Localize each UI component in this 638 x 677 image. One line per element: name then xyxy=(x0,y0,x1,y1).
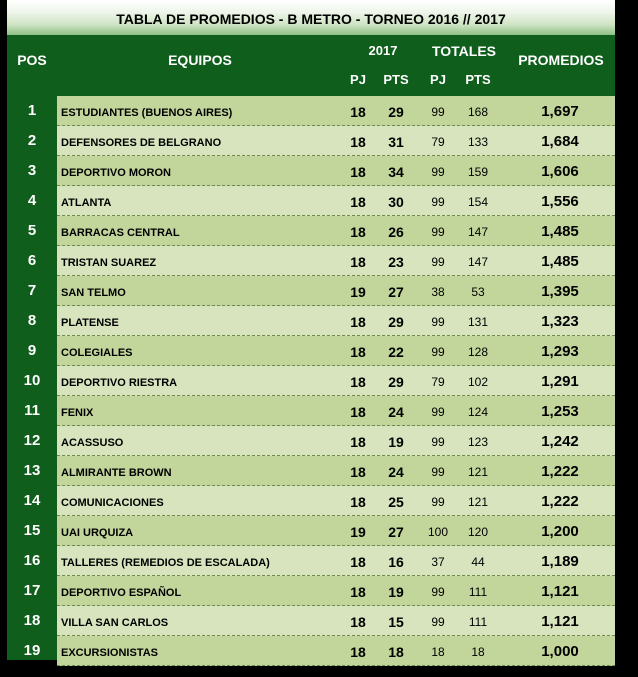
pts-totales: 124 xyxy=(467,405,489,419)
pts-totales: 102 xyxy=(467,375,489,389)
row-position: 14 xyxy=(23,492,41,509)
pj-totales: 99 xyxy=(431,165,445,179)
table-row xyxy=(57,366,615,396)
pts-totales: 44 xyxy=(471,555,485,569)
header-pj-totales: PJ xyxy=(430,72,446,87)
pts-2017: 23 xyxy=(388,254,404,270)
pts-totales: 18 xyxy=(471,645,485,659)
table-row xyxy=(57,246,615,276)
team-name: ALMIRANTE BROWN xyxy=(61,467,172,479)
table-row xyxy=(57,96,615,126)
pj-totales: 99 xyxy=(431,405,445,419)
pts-2017: 26 xyxy=(388,224,404,240)
promedio: 1,697 xyxy=(541,103,579,120)
table-row xyxy=(57,636,615,666)
pj-2017: 18 xyxy=(350,224,366,240)
row-position: 11 xyxy=(24,402,40,419)
team-name: ATLANTA xyxy=(61,197,112,209)
title-bar xyxy=(7,0,615,35)
pts-2017: 19 xyxy=(388,434,404,450)
team-name: FENIX xyxy=(61,407,94,419)
pts-totales: 159 xyxy=(467,165,489,179)
promedio: 1,323 xyxy=(541,313,579,330)
team-name: ACASSUSO xyxy=(61,437,124,449)
pj-2017: 18 xyxy=(350,134,366,150)
promedio: 1,121 xyxy=(541,613,579,630)
promedio: 1,395 xyxy=(541,283,579,300)
pj-2017: 18 xyxy=(350,494,366,510)
promedio: 1,684 xyxy=(541,133,579,150)
pj-totales: 99 xyxy=(431,615,445,629)
row-position: 6 xyxy=(27,252,37,269)
pts-totales: 154 xyxy=(467,195,489,209)
header-pts-totales: PTS xyxy=(465,72,491,87)
pj-2017: 18 xyxy=(350,404,366,420)
pj-2017: 18 xyxy=(350,434,366,450)
pj-totales: 99 xyxy=(431,585,445,599)
pj-totales: 18 xyxy=(431,645,445,659)
pj-2017: 18 xyxy=(350,314,366,330)
standings-table xyxy=(7,0,615,660)
pts-2017: 27 xyxy=(388,524,404,540)
pj-2017: 18 xyxy=(350,374,366,390)
pj-totales: 99 xyxy=(431,255,445,269)
team-name: VILLA SAN CARLOS xyxy=(61,617,169,629)
header-totales: TOTALES xyxy=(431,43,497,59)
team-name: DEFENSORES DE BELGRANO xyxy=(61,137,222,149)
pts-2017: 30 xyxy=(388,194,404,210)
team-name: TALLERES (REMEDIOS DE ESCALADA) xyxy=(61,557,270,569)
table-row xyxy=(57,606,615,636)
pj-totales: 79 xyxy=(431,135,445,149)
table-row xyxy=(57,396,615,426)
pts-totales: 128 xyxy=(467,345,489,359)
team-name: COMUNICACIONES xyxy=(61,497,164,509)
promedio: 1,121 xyxy=(541,583,579,600)
pj-2017: 18 xyxy=(350,614,366,630)
table-row xyxy=(57,336,615,366)
row-position: 8 xyxy=(27,312,37,329)
row-position: 19 xyxy=(23,642,41,659)
team-name: PLATENSE xyxy=(61,317,119,329)
pts-2017: 29 xyxy=(388,374,404,390)
pj-totales: 100 xyxy=(427,525,449,539)
pts-2017: 19 xyxy=(388,584,404,600)
row-position: 7 xyxy=(27,282,37,299)
table-title: TABLA DE PROMEDIOS - B METRO - TORNEO 2016 // 2017 xyxy=(116,11,506,27)
pts-totales: 131 xyxy=(467,315,489,329)
pts-2017: 25 xyxy=(388,494,404,510)
pj-totales: 99 xyxy=(431,105,445,119)
promedio: 1,556 xyxy=(541,193,579,210)
header-pts-2017: PTS xyxy=(383,72,409,87)
pj-2017: 18 xyxy=(350,344,366,360)
team-name: BARRACAS CENTRAL xyxy=(61,227,180,239)
pj-2017: 19 xyxy=(350,524,366,540)
pts-totales: 111 xyxy=(468,585,488,599)
row-position: 13 xyxy=(23,462,41,479)
pts-2017: 29 xyxy=(388,314,404,330)
table-row xyxy=(57,486,615,516)
pts-totales: 168 xyxy=(467,105,489,119)
row-position: 9 xyxy=(27,342,37,359)
pts-totales: 111 xyxy=(468,615,488,629)
promedio: 1,000 xyxy=(541,643,579,660)
pj-totales: 99 xyxy=(431,225,445,239)
row-position: 12 xyxy=(23,432,41,449)
promedio: 1,606 xyxy=(541,163,579,180)
pts-totales: 123 xyxy=(467,435,489,449)
pj-2017: 18 xyxy=(350,194,366,210)
pts-2017: 27 xyxy=(388,284,404,300)
promedio: 1,485 xyxy=(541,253,579,270)
team-name: DEPORTIVO ESPAÑOL xyxy=(61,587,182,599)
team-name: DEPORTIVO MORON xyxy=(61,167,172,179)
promedio: 1,291 xyxy=(541,373,579,390)
pts-2017: 31 xyxy=(388,134,404,150)
promedio: 1,200 xyxy=(541,523,579,540)
pj-totales: 37 xyxy=(431,555,445,569)
promedio: 1,253 xyxy=(541,403,579,420)
header-pos: POS xyxy=(17,52,47,68)
pts-2017: 29 xyxy=(388,104,404,120)
pj-totales: 79 xyxy=(431,375,445,389)
row-position: 3 xyxy=(27,162,37,179)
pts-totales: 121 xyxy=(467,495,489,509)
table-row xyxy=(57,216,615,246)
pj-totales: 99 xyxy=(431,465,445,479)
pj-totales: 99 xyxy=(431,195,445,209)
pts-2017: 24 xyxy=(388,464,404,480)
promedio: 1,189 xyxy=(541,553,579,570)
pj-totales: 38 xyxy=(431,285,445,299)
pj-totales: 99 xyxy=(431,435,445,449)
pj-2017: 18 xyxy=(350,584,366,600)
row-divider xyxy=(57,664,615,666)
pj-2017: 18 xyxy=(350,464,366,480)
team-name: EXCURSIONISTAS xyxy=(61,647,158,659)
pj-2017: 18 xyxy=(350,644,366,660)
promedio: 1,293 xyxy=(541,343,579,360)
pts-2017: 16 xyxy=(388,554,404,570)
pts-totales: 120 xyxy=(467,525,489,539)
team-name: COLEGIALES xyxy=(61,347,133,359)
pj-2017: 18 xyxy=(350,164,366,180)
pts-totales: 147 xyxy=(467,255,489,269)
pts-2017: 34 xyxy=(388,164,404,180)
row-position: 1 xyxy=(27,102,37,119)
pj-totales: 99 xyxy=(431,345,445,359)
team-name: ESTUDIANTES (BUENOS AIRES) xyxy=(61,107,233,119)
pts-2017: 15 xyxy=(388,614,404,630)
row-position: 15 xyxy=(23,522,41,539)
pts-totales: 133 xyxy=(467,135,489,149)
row-position: 16 xyxy=(23,552,41,569)
table-row xyxy=(57,186,615,216)
table-row xyxy=(57,306,615,336)
team-name: TRISTAN SUAREZ xyxy=(61,257,157,269)
pj-2017: 19 xyxy=(350,284,366,300)
pts-totales: 121 xyxy=(467,465,489,479)
pts-2017: 18 xyxy=(388,644,404,660)
table-row xyxy=(57,426,615,456)
pj-totales: 99 xyxy=(431,315,445,329)
header-year: 2017 xyxy=(368,43,398,58)
header-promedios: PROMEDIOS xyxy=(518,52,604,68)
table-row xyxy=(57,456,615,486)
pts-totales: 147 xyxy=(467,225,489,239)
promedio: 1,222 xyxy=(541,493,579,510)
table-row xyxy=(57,126,615,156)
promedio: 1,222 xyxy=(541,463,579,480)
pj-totales: 99 xyxy=(431,495,445,509)
table-row xyxy=(57,516,615,546)
team-name: UAI URQUIZA xyxy=(61,527,134,539)
team-name: SAN TELMO xyxy=(61,287,126,299)
row-position: 18 xyxy=(23,612,41,629)
row-position: 2 xyxy=(27,132,37,149)
pts-2017: 22 xyxy=(388,344,404,360)
table-row xyxy=(57,546,615,576)
pj-2017: 18 xyxy=(350,554,366,570)
table-row xyxy=(57,156,615,186)
promedio: 1,485 xyxy=(541,223,579,240)
row-position: 4 xyxy=(27,192,37,209)
row-position: 5 xyxy=(27,222,37,239)
header-pj-2017: PJ xyxy=(350,72,366,87)
pj-2017: 18 xyxy=(350,104,366,120)
row-position: 10 xyxy=(23,372,41,389)
row-position: 17 xyxy=(23,582,41,599)
pts-2017: 24 xyxy=(388,404,404,420)
promedio: 1,242 xyxy=(541,433,579,450)
table-row xyxy=(57,276,615,306)
pts-totales: 53 xyxy=(471,285,485,299)
team-name: DEPORTIVO RIESTRA xyxy=(61,377,178,389)
pj-2017: 18 xyxy=(350,254,366,270)
header-equipos: EQUIPOS xyxy=(168,52,232,68)
table-row xyxy=(57,576,615,606)
